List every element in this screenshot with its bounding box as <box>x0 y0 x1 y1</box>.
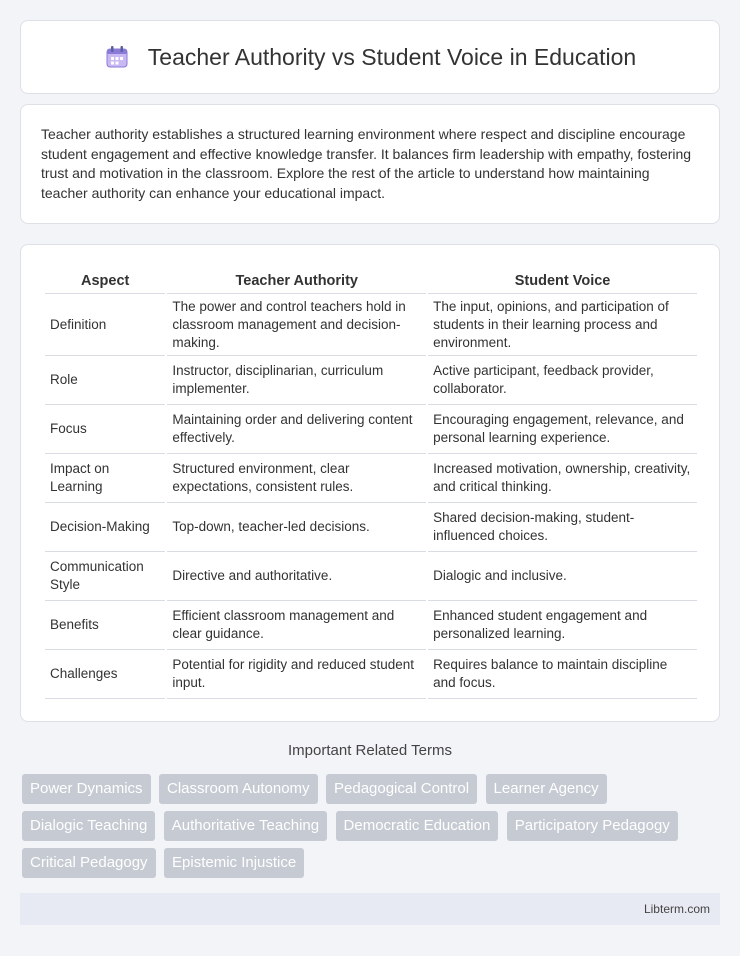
table-row <box>45 454 697 503</box>
row-student-voice: The input, opinions, and participation of students in their learning process and environment. <box>428 294 697 356</box>
header-teacher-authority: Teacher Authority <box>167 265 426 294</box>
term-tag[interactable]: Power Dynamics <box>22 774 151 804</box>
table-row <box>45 405 697 454</box>
row-teacher-authority: Top-down, teacher-led decisions. <box>167 503 426 552</box>
row-aspect: Benefits <box>45 601 165 650</box>
term-tag[interactable]: Participatory Pedagogy <box>507 811 678 841</box>
comparison-table-card <box>20 244 720 722</box>
term-tag[interactable]: Pedagogical Control <box>326 774 477 804</box>
row-student-voice: Increased motivation, ownership, creativity, and critical thinking. <box>428 454 697 503</box>
related-terms-list <box>22 774 722 885</box>
calendar-icon <box>104 44 130 70</box>
row-teacher-authority: Directive and authoritative. <box>167 552 426 601</box>
header-student-voice: Student Voice <box>428 265 697 294</box>
row-aspect: Definition <box>45 294 165 356</box>
footer <box>20 893 720 925</box>
term-tag[interactable]: Critical Pedagogy <box>22 848 156 878</box>
table-row <box>45 503 697 552</box>
row-aspect: Communication Style <box>45 552 165 601</box>
term-tag[interactable]: Learner Agency <box>486 774 607 804</box>
header-card <box>20 20 720 94</box>
comparison-table <box>43 265 699 699</box>
row-teacher-authority: Structured environment, clear expectations, consistent rules. <box>167 454 426 503</box>
term-tag[interactable]: Authoritative Teaching <box>164 811 327 841</box>
row-teacher-authority: Efficient classroom management and clear guidance. <box>167 601 426 650</box>
intro-card <box>20 104 720 224</box>
table-header-row <box>45 265 697 294</box>
intro-paragraph: Teacher authority establishes a structured learning environment where respect and discipline encourage student engagement and effective knowledge transfer. It balances firm leadership with empathy, fostering trust and motivation in the classroom. Explore the rest of the article to understand how maintaining teacher authority can enhance your educational impact. <box>41 126 692 201</box>
row-teacher-authority: The power and control teachers hold in classroom management and decision-making. <box>167 294 426 356</box>
row-teacher-authority: Maintaining order and delivering content effectively. <box>167 405 426 454</box>
row-student-voice: Encouraging engagement, relevance, and personal learning experience. <box>428 405 697 454</box>
term-tag[interactable]: Democratic Education <box>336 811 499 841</box>
row-teacher-authority: Instructor, disciplinarian, curriculum implementer. <box>167 356 426 405</box>
row-student-voice: Dialogic and inclusive. <box>428 552 697 601</box>
row-teacher-authority: Potential for rigidity and reduced student input. <box>167 650 426 699</box>
row-student-voice: Enhanced student engagement and personalized learning. <box>428 601 697 650</box>
term-tag[interactable]: Dialogic Teaching <box>22 811 155 841</box>
row-aspect: Decision-Making <box>45 503 165 552</box>
row-student-voice: Active participant, feedback provider, collaborator. <box>428 356 697 405</box>
table-row <box>45 356 697 405</box>
term-tag[interactable]: Classroom Autonomy <box>159 774 318 804</box>
table-row <box>45 650 697 699</box>
table-row <box>45 294 697 356</box>
page-title: Teacher Authority vs Student Voice in Education <box>147 43 637 70</box>
row-aspect: Challenges <box>45 650 165 699</box>
table-row <box>45 552 697 601</box>
row-aspect: Impact on Learning <box>45 454 165 503</box>
row-aspect: Role <box>45 356 165 405</box>
table-row <box>45 601 697 650</box>
header-aspect: Aspect <box>45 265 165 294</box>
term-tag[interactable]: Epistemic Injustice <box>164 848 304 878</box>
footer-site-link[interactable]: Libterm.com <box>643 902 710 916</box>
row-student-voice: Requires balance to maintain discipline and focus. <box>428 650 697 699</box>
row-aspect: Focus <box>45 405 165 454</box>
related-terms-title: Important Related Terms <box>288 742 452 759</box>
row-student-voice: Shared decision-making, student-influenced choices. <box>428 503 697 552</box>
